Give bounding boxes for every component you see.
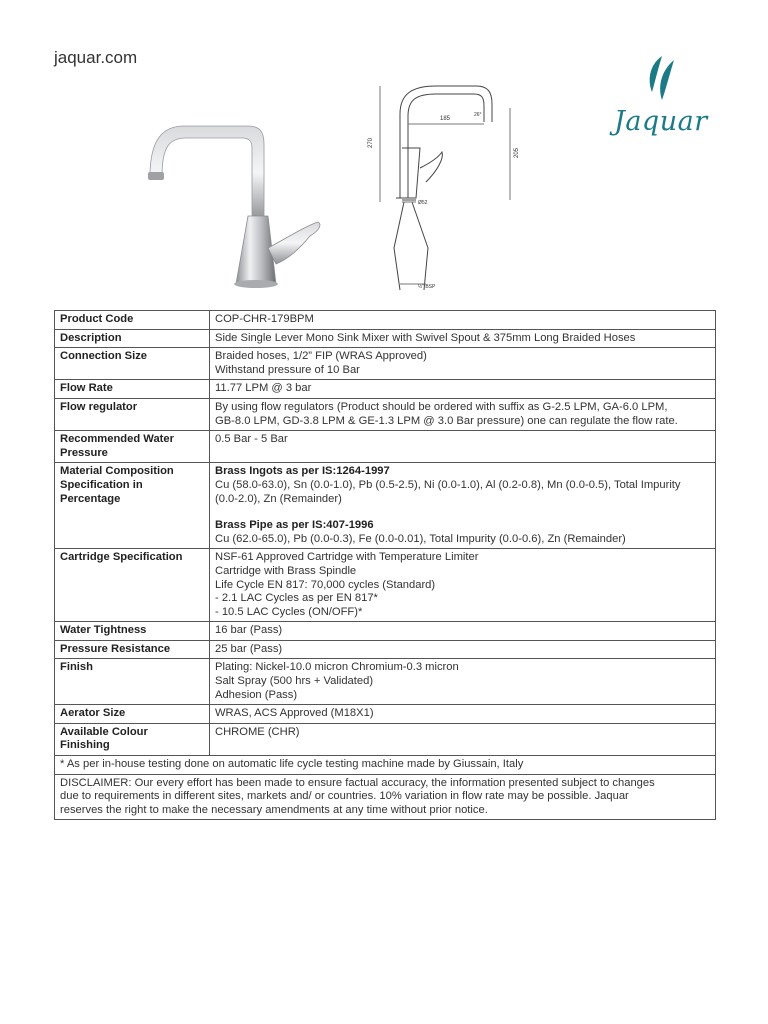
value-line: Cartridge with Brass Spindle <box>215 564 357 577</box>
value-line: Adhesion (Pass) <box>215 688 298 701</box>
dim-height-right: 205 <box>514 147 520 158</box>
table-row <box>55 431 716 463</box>
row-label: Cartridge Specification <box>55 549 210 622</box>
value-line: Plating: Nickel-10.0 micron Chromium-0.3 micron <box>215 661 459 674</box>
row-label: Connection Size <box>55 348 210 380</box>
row-value <box>210 659 716 705</box>
row-label: Pressure Resistance <box>55 640 210 659</box>
disclaimer-line: due to requirements in different sites, markets and/ or countries. 10% variation in flow rate may be possible. Jaquar <box>60 790 629 803</box>
row-label <box>55 431 210 463</box>
value-line: Braided hoses, 1/2” FIP (WRAS Approved) <box>215 350 427 363</box>
row-value <box>210 398 716 430</box>
label-line: Recommended Water <box>60 433 174 446</box>
row-value: CHROME (CHR) <box>210 723 716 755</box>
value-line: GB-8.0 LPM, GD-3.8 LPM & GE-1.3 LPM @ 3.0 Bar pressure) one can regulate the flow rate. <box>215 414 678 427</box>
value-line: Cu (58.0-63.0), Sn (0.0-1.0), Pb (0.5-2.5), Ni (0.0-1.0), Al (0.2-0.8), Mn (0.0-0.5), Total Impurity <box>215 478 681 491</box>
value-line: - 2.1 LAC Cycles as per EN 817* <box>215 592 378 605</box>
brand-name: Jaquar <box>614 106 708 137</box>
disclaimer-line: DISCLAIMER: Our every effort has been made to ensure factual accuracy, the information presented subject to changes <box>60 776 655 789</box>
row-value <box>210 348 716 380</box>
table-row <box>55 398 716 430</box>
row-label: Flow Rate <box>55 380 210 399</box>
label-line: Specification in <box>60 478 143 491</box>
row-value: COP-CHR-179BPM <box>210 311 716 330</box>
row-value: Side Single Lever Mono Sink Mixer with Swivel Spout & 375mm Long Braided Hoses <box>210 329 716 348</box>
table-row <box>55 380 716 399</box>
dim-bsp: ½" BSP <box>418 284 436 290</box>
site-name[interactable]: jaquar.com <box>54 48 138 67</box>
brand-logo <box>608 52 718 144</box>
row-value: 0.5 Bar - 5 Bar <box>210 431 716 463</box>
row-label: Description <box>55 329 210 348</box>
dim-angle: 26° <box>474 112 482 118</box>
row-value <box>210 549 716 622</box>
dim-base: Ø52 <box>418 200 428 206</box>
dim-width: 185 <box>440 116 451 122</box>
table-row <box>55 463 716 549</box>
row-value <box>210 463 716 549</box>
table-row <box>55 622 716 641</box>
ingots-title: Brass Ingots as per IS:1264-1997 <box>215 465 390 478</box>
row-label <box>55 723 210 755</box>
spec-table <box>54 310 716 820</box>
table-row <box>55 756 716 775</box>
dim-height-left: 270 <box>368 137 374 148</box>
table-row <box>55 774 716 820</box>
table-row <box>55 640 716 659</box>
footnote: * As per in-house testing done on automatic life cycle testing machine made by Giussain, Italy <box>55 756 716 775</box>
product-image <box>140 108 330 298</box>
disclaimer <box>55 774 716 820</box>
table-row <box>55 705 716 724</box>
row-value: 11.77 LPM @ 3 bar <box>210 380 716 399</box>
label-line: Available Colour <box>60 725 148 738</box>
row-label: Aerator Size <box>55 705 210 724</box>
value-line: NSF-61 Approved Cartridge with Temperature Limiter <box>215 551 479 564</box>
row-label: Finish <box>55 659 210 705</box>
row-value: 16 bar (Pass) <box>210 622 716 641</box>
table-row <box>55 311 716 330</box>
row-value: 25 bar (Pass) <box>210 640 716 659</box>
label-line: Material Composition <box>60 465 174 478</box>
technical-drawing <box>366 78 526 298</box>
table-row <box>55 549 716 622</box>
label-line: Pressure <box>60 446 108 459</box>
value-line: - 10.5 LAC Cycles (ON/OFF)* <box>215 605 363 618</box>
value-line: Life Cycle EN 817: 70,000 cycles (Standard) <box>215 578 436 591</box>
table-row <box>55 329 716 348</box>
disclaimer-line: reserves the right to make the necessary amendments at any time without prior notice. <box>60 803 488 816</box>
table-row <box>55 348 716 380</box>
value-line: Salt Spray (500 hrs + Validated) <box>215 675 374 688</box>
row-label <box>55 463 210 549</box>
table-row <box>55 723 716 755</box>
label-line: Percentage <box>60 492 121 505</box>
pipe-title: Brass Pipe as per IS:407-1996 <box>215 519 374 532</box>
row-label: Water Tightness <box>55 622 210 641</box>
value-line: Withstand pressure of 10 Bar <box>215 363 360 376</box>
table-row <box>55 659 716 705</box>
label-line: Finishing <box>60 739 110 752</box>
row-value: WRAS, ACS Approved (M18X1) <box>210 705 716 724</box>
value-line: (0.0-2.0), Zn (Remainder) <box>215 492 342 505</box>
row-label: Product Code <box>55 311 210 330</box>
jaquar-mark-icon <box>608 52 718 108</box>
row-label: Flow regulator <box>55 398 210 430</box>
value-line: By using flow regulators (Product should be ordered with suffix as G-2.5 LPM, GA-6.0 LPM, <box>215 400 668 413</box>
value-line: Cu (62.0-65.0), Pb (0.0-0.3), Fe (0.0-0.01), Total Impurity (0.0-0.6), Zn (Remainder) <box>215 532 626 545</box>
